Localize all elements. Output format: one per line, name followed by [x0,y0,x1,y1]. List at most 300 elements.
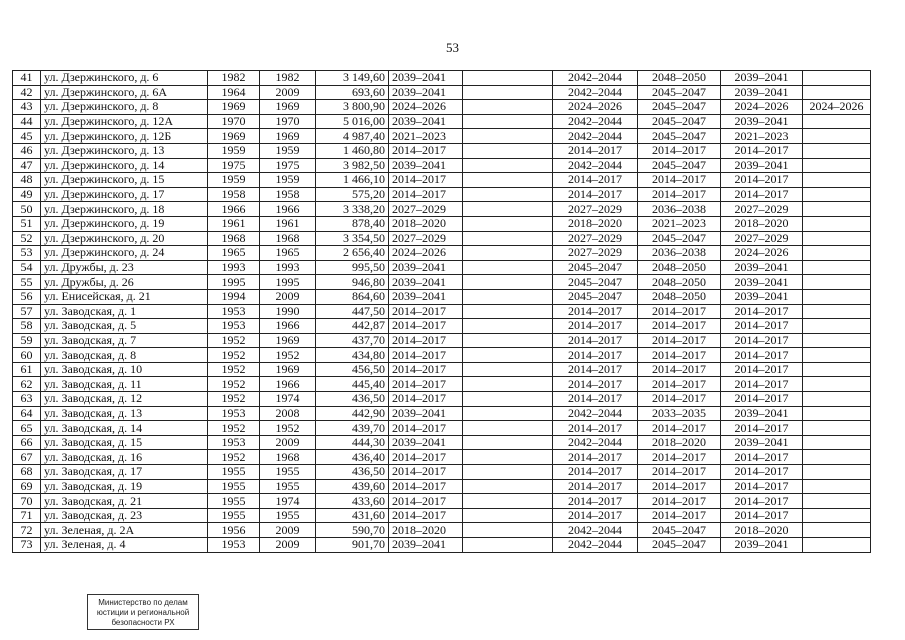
period-cell: 2014–2017 [389,479,463,494]
commission-year-cell: 1958 [260,187,316,202]
area-cell: 693,60 [316,85,389,100]
period-cell: 2014–2017 [389,377,463,392]
period-cell: 2014–2017 [553,377,638,392]
period-cell: 2014–2017 [389,187,463,202]
address-cell: ул. Заводская, д. 17 [41,465,208,480]
period-cell: 2014–2017 [389,494,463,509]
period-cell: 2014–2017 [721,143,803,158]
build-year-cell: 1975 [208,158,260,173]
commission-year-cell: 2009 [260,538,316,553]
period-cell: 2014–2017 [553,362,638,377]
period-cell: 2027–2029 [553,246,638,261]
period-cell: 2024–2026 [553,100,638,115]
empty-cell [463,479,553,494]
period-cell [803,114,871,129]
address-cell: ул. Заводская, д. 7 [41,333,208,348]
empty-cell [463,187,553,202]
period-cell: 2042–2044 [553,523,638,538]
period-cell: 2014–2017 [721,392,803,407]
row-number: 57 [13,304,41,319]
build-year-cell: 1952 [208,421,260,436]
period-cell: 2018–2020 [389,216,463,231]
period-cell: 2014–2017 [721,421,803,436]
commission-year-cell: 1959 [260,173,316,188]
build-year-cell: 1965 [208,246,260,261]
empty-cell [463,319,553,334]
stamp-line: Министерство по делам [98,598,188,607]
period-cell [803,304,871,319]
area-cell: 434,80 [316,348,389,363]
period-cell: 2048–2050 [638,260,721,275]
period-cell: 2024–2026 [803,100,871,115]
period-cell: 2014–2017 [389,143,463,158]
area-cell: 442,90 [316,406,389,421]
row-number: 66 [13,435,41,450]
empty-cell [463,392,553,407]
area-cell: 5 016,00 [316,114,389,129]
commission-year-cell: 1975 [260,158,316,173]
table-row [13,319,871,334]
address-cell: ул. Дружбы, д. 23 [41,260,208,275]
area-cell: 439,60 [316,479,389,494]
area-cell: 590,70 [316,523,389,538]
row-number: 48 [13,173,41,188]
area-cell: 436,40 [316,450,389,465]
stamp-line: юстиции и региональной [96,608,190,617]
commission-year-cell: 1995 [260,275,316,290]
row-number: 54 [13,260,41,275]
commission-year-cell: 1968 [260,450,316,465]
period-cell: 2014–2017 [553,508,638,523]
period-cell: 2014–2017 [721,187,803,202]
table-row [13,333,871,348]
build-year-cell: 1952 [208,450,260,465]
table-row [13,450,871,465]
address-cell: ул. Дзержинского, д. 19 [41,216,208,231]
area-cell: 436,50 [316,392,389,407]
row-number: 47 [13,158,41,173]
period-cell: 2014–2017 [638,421,721,436]
address-cell: ул. Заводская, д. 10 [41,362,208,377]
period-cell: 2039–2041 [389,406,463,421]
build-year-cell: 1955 [208,494,260,509]
commission-year-cell: 1990 [260,304,316,319]
period-cell [803,260,871,275]
row-number: 59 [13,333,41,348]
address-cell: ул. Заводская, д. 14 [41,421,208,436]
row-number: 46 [13,143,41,158]
address-cell: ул. Дзержинского, д. 12А [41,114,208,129]
period-cell [803,479,871,494]
commission-year-cell: 1993 [260,260,316,275]
table-row [13,362,871,377]
empty-cell [463,260,553,275]
address-cell: ул. Заводская, д. 1 [41,304,208,319]
address-cell: ул. Дзержинского, д. 15 [41,173,208,188]
period-cell [803,538,871,553]
commission-year-cell: 1952 [260,348,316,363]
period-cell: 2045–2047 [553,275,638,290]
build-year-cell: 1953 [208,319,260,334]
period-cell: 2014–2017 [721,377,803,392]
period-cell: 2042–2044 [553,435,638,450]
period-cell: 2039–2041 [389,275,463,290]
table-row [13,129,871,144]
period-cell: 2014–2017 [638,450,721,465]
address-cell: ул. Дзержинского, д. 20 [41,231,208,246]
period-cell: 2014–2017 [721,319,803,334]
period-cell: 2045–2047 [638,158,721,173]
build-year-cell: 1993 [208,260,260,275]
build-year-cell: 1955 [208,508,260,523]
period-cell [803,143,871,158]
table-row [13,479,871,494]
commission-year-cell: 1965 [260,246,316,261]
row-number: 71 [13,508,41,523]
period-cell: 2014–2017 [721,450,803,465]
period-cell [803,246,871,261]
table-body [13,71,871,553]
area-cell: 3 149,60 [316,71,389,86]
period-cell: 2014–2017 [553,173,638,188]
period-cell: 2014–2017 [553,450,638,465]
area-cell: 433,60 [316,494,389,509]
row-number: 60 [13,348,41,363]
period-cell: 2021–2023 [389,129,463,144]
period-cell: 2014–2017 [389,362,463,377]
period-cell: 2014–2017 [721,494,803,509]
area-cell: 575,20 [316,187,389,202]
commission-year-cell: 1961 [260,216,316,231]
build-year-cell: 1953 [208,435,260,450]
period-cell: 2014–2017 [553,348,638,363]
area-cell: 901,70 [316,538,389,553]
row-number: 58 [13,319,41,334]
address-cell: ул. Дзержинского, д. 24 [41,246,208,261]
build-year-cell: 1969 [208,129,260,144]
table-row [13,246,871,261]
period-cell: 2039–2041 [389,85,463,100]
row-number: 49 [13,187,41,202]
period-cell: 2039–2041 [721,435,803,450]
period-cell: 2024–2026 [721,100,803,115]
period-cell: 2014–2017 [721,173,803,188]
period-cell: 2021–2023 [638,216,721,231]
area-cell: 3 354,50 [316,231,389,246]
row-number: 61 [13,362,41,377]
area-cell: 1 460,80 [316,143,389,158]
period-cell [803,494,871,509]
table-row [13,71,871,86]
period-cell: 2045–2047 [553,260,638,275]
period-cell [803,450,871,465]
row-number: 51 [13,216,41,231]
commission-year-cell: 1969 [260,129,316,144]
commission-year-cell: 1955 [260,479,316,494]
area-cell: 444,30 [316,435,389,450]
commission-year-cell: 1970 [260,114,316,129]
period-cell: 2014–2017 [389,421,463,436]
table-row [13,187,871,202]
period-cell: 2027–2029 [553,231,638,246]
empty-cell [463,114,553,129]
address-cell: ул. Дзержинского, д. 13 [41,143,208,158]
period-cell: 2039–2041 [389,71,463,86]
build-year-cell: 1953 [208,406,260,421]
period-cell: 2014–2017 [553,333,638,348]
period-cell [803,435,871,450]
table-row [13,260,871,275]
commission-year-cell: 1955 [260,508,316,523]
table-row [13,231,871,246]
build-year-cell: 1959 [208,143,260,158]
address-cell: ул. Дружбы, д. 26 [41,275,208,290]
area-cell: 3 800,90 [316,100,389,115]
empty-cell [463,523,553,538]
period-cell: 2039–2041 [389,114,463,129]
table-row [13,523,871,538]
row-number: 68 [13,465,41,480]
period-cell: 2014–2017 [721,479,803,494]
period-cell: 2036–2038 [638,246,721,261]
period-cell: 2042–2044 [553,158,638,173]
build-year-cell: 1994 [208,289,260,304]
build-year-cell: 1966 [208,202,260,217]
period-cell: 2024–2026 [721,246,803,261]
period-cell [803,392,871,407]
period-cell [803,406,871,421]
period-cell: 2045–2047 [638,100,721,115]
empty-cell [463,202,553,217]
address-cell: ул. Дзержинского, д. 17 [41,187,208,202]
build-year-cell: 1969 [208,100,260,115]
period-cell: 2045–2047 [638,114,721,129]
commission-year-cell: 1966 [260,377,316,392]
area-cell: 1 466,10 [316,173,389,188]
commission-year-cell: 1982 [260,71,316,86]
period-cell: 2014–2017 [553,304,638,319]
period-cell: 2014–2017 [389,465,463,480]
period-cell: 2021–2023 [721,129,803,144]
period-cell: 2014–2017 [389,348,463,363]
period-cell: 2014–2017 [389,319,463,334]
build-year-cell: 1952 [208,392,260,407]
empty-cell [463,85,553,100]
empty-cell [463,173,553,188]
build-year-cell: 1961 [208,216,260,231]
period-cell [803,202,871,217]
build-year-cell: 1952 [208,333,260,348]
stamp-line: безопасности РХ [111,618,175,627]
period-cell: 2039–2041 [721,289,803,304]
empty-cell [463,216,553,231]
area-cell: 3 338,20 [316,202,389,217]
period-cell: 2014–2017 [389,508,463,523]
period-cell: 2014–2017 [721,348,803,363]
address-cell: ул. Зеленая, д. 4 [41,538,208,553]
period-cell: 2045–2047 [553,289,638,304]
address-cell: ул. Заводская, д. 23 [41,508,208,523]
period-cell: 2018–2020 [389,523,463,538]
period-cell: 2039–2041 [721,85,803,100]
period-cell: 2014–2017 [638,173,721,188]
period-cell: 2027–2029 [389,202,463,217]
period-cell: 2014–2017 [553,494,638,509]
table-row [13,100,871,115]
period-cell [803,158,871,173]
period-cell: 2039–2041 [721,538,803,553]
table-row [13,173,871,188]
period-cell [803,377,871,392]
area-cell: 995,50 [316,260,389,275]
period-cell: 2027–2029 [389,231,463,246]
commission-year-cell: 1968 [260,231,316,246]
period-cell: 2014–2017 [638,494,721,509]
row-number: 53 [13,246,41,261]
build-year-cell: 1995 [208,275,260,290]
period-cell: 2027–2029 [553,202,638,217]
period-cell: 2014–2017 [721,508,803,523]
row-number: 69 [13,479,41,494]
empty-cell [463,465,553,480]
period-cell: 2018–2020 [721,216,803,231]
empty-cell [463,158,553,173]
build-year-cell: 1952 [208,377,260,392]
period-cell [803,71,871,86]
row-number: 70 [13,494,41,509]
address-cell: ул. Заводская, д. 8 [41,348,208,363]
address-cell: ул. Заводская, д. 19 [41,479,208,494]
commission-year-cell: 1969 [260,333,316,348]
build-year-cell: 1952 [208,348,260,363]
period-cell: 2014–2017 [389,450,463,465]
period-cell: 2039–2041 [389,260,463,275]
table-row [13,275,871,290]
row-number: 52 [13,231,41,246]
commission-year-cell: 1966 [260,202,316,217]
empty-cell [463,348,553,363]
period-cell: 2014–2017 [638,333,721,348]
build-year-cell: 1953 [208,538,260,553]
table-row [13,494,871,509]
empty-cell [463,100,553,115]
table-row [13,289,871,304]
table-row [13,348,871,363]
empty-cell [463,406,553,421]
commission-year-cell: 1969 [260,100,316,115]
period-cell [803,348,871,363]
period-cell: 2039–2041 [721,406,803,421]
empty-cell [463,333,553,348]
period-cell [803,508,871,523]
address-cell: ул. Заводская, д. 15 [41,435,208,450]
empty-cell [463,275,553,290]
period-cell [803,319,871,334]
address-cell: ул. Зеленая, д. 2А [41,523,208,538]
address-cell: ул. Заводская, д. 16 [41,450,208,465]
table-row [13,406,871,421]
period-cell: 2042–2044 [553,406,638,421]
address-cell: ул. Заводская, д. 21 [41,494,208,509]
period-cell: 2014–2017 [553,479,638,494]
period-cell: 2045–2047 [638,85,721,100]
period-cell: 2045–2047 [638,538,721,553]
row-number: 56 [13,289,41,304]
housing-registry-table [12,70,871,553]
period-cell [803,129,871,144]
period-cell [803,216,871,231]
period-cell: 2014–2017 [553,421,638,436]
period-cell: 2014–2017 [638,187,721,202]
table-row [13,304,871,319]
period-cell: 2014–2017 [389,173,463,188]
empty-cell [463,129,553,144]
commission-year-cell: 1959 [260,143,316,158]
area-cell: 946,80 [316,275,389,290]
period-cell: 2014–2017 [638,465,721,480]
period-cell: 2014–2017 [638,377,721,392]
empty-cell [463,231,553,246]
period-cell [803,275,871,290]
empty-cell [463,362,553,377]
period-cell: 2042–2044 [553,538,638,553]
build-year-cell: 1953 [208,304,260,319]
area-cell: 437,70 [316,333,389,348]
address-cell: ул. Енисейская, д. 21 [41,289,208,304]
commission-year-cell: 1974 [260,494,316,509]
empty-cell [463,435,553,450]
table-row [13,85,871,100]
empty-cell [463,421,553,436]
empty-cell [463,246,553,261]
area-cell: 442,87 [316,319,389,334]
period-cell: 2014–2017 [553,392,638,407]
build-year-cell: 1964 [208,85,260,100]
period-cell [803,333,871,348]
period-cell: 2014–2017 [638,304,721,319]
period-cell: 2039–2041 [389,158,463,173]
period-cell: 2039–2041 [721,158,803,173]
build-year-cell: 1955 [208,479,260,494]
period-cell: 2027–2029 [721,231,803,246]
period-cell: 2014–2017 [721,362,803,377]
commission-year-cell: 1974 [260,392,316,407]
period-cell [803,173,871,188]
period-cell: 2014–2017 [721,333,803,348]
commission-year-cell: 2008 [260,406,316,421]
area-cell: 456,50 [316,362,389,377]
area-cell: 864,60 [316,289,389,304]
table-row [13,114,871,129]
period-cell: 2014–2017 [721,465,803,480]
commission-year-cell: 2009 [260,289,316,304]
address-cell: ул. Заводская, д. 13 [41,406,208,421]
period-cell: 2014–2017 [721,304,803,319]
period-cell: 2048–2050 [638,71,721,86]
area-cell: 878,40 [316,216,389,231]
period-cell: 2045–2047 [638,523,721,538]
period-cell: 2014–2017 [638,143,721,158]
period-cell: 2027–2029 [721,202,803,217]
ministry-stamp [87,594,199,630]
table-row [13,158,871,173]
row-number: 41 [13,71,41,86]
area-cell: 447,50 [316,304,389,319]
period-cell: 2024–2026 [389,100,463,115]
period-cell: 2014–2017 [553,187,638,202]
row-number: 72 [13,523,41,538]
address-cell: ул. Дзержинского, д. 6 [41,71,208,86]
